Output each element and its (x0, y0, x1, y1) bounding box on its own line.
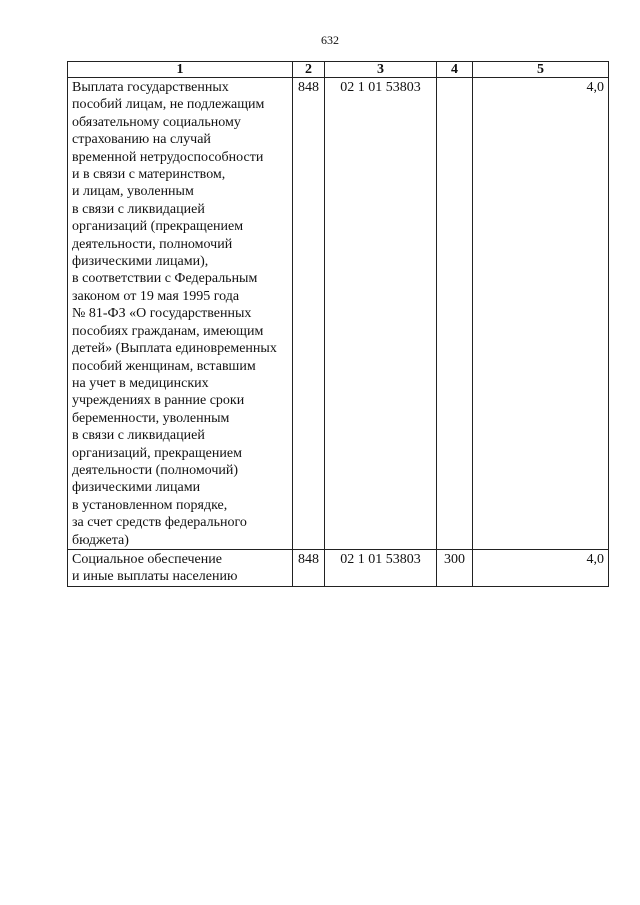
table-header-row (68, 62, 609, 78)
name-line: деятельности (полномочий) (72, 462, 239, 478)
row-2-expense-type-code: 300 (437, 549, 473, 586)
name-line: на учет в медицинских (72, 375, 209, 391)
page-number: 632 (321, 33, 339, 47)
name-line: Социальное обеспечение (72, 551, 222, 567)
row-1-target-article-code: 02 1 01 53803 (325, 78, 437, 550)
name-line: законом от 19 мая 1995 года (72, 288, 240, 304)
name-line: физическими лицами), (72, 254, 209, 270)
column-header-2: 2 (293, 62, 325, 78)
name-line: и в связи с материнством, (72, 167, 226, 183)
name-line: временной нетрудоспособности (72, 149, 264, 165)
row-2-amount: 4,0 (473, 549, 609, 586)
name-line: в установленном порядке, (72, 497, 228, 513)
name-line: в связи с ликвидацией (72, 201, 205, 217)
name-line: в связи с ликвидацией (72, 428, 205, 444)
name-line: учреждениях в ранние сроки (72, 393, 245, 409)
name-line: деятельности, полномочий (72, 236, 233, 252)
row-1-name-cell (68, 78, 293, 550)
name-line: Выплата государственных (72, 80, 229, 95)
name-line: и лицам, уволенным (72, 184, 194, 200)
name-line: пособиях гражданам, имеющим (72, 323, 264, 339)
row-2-grbs-code: 848 (293, 549, 325, 586)
table-row (68, 78, 609, 550)
name-line: организаций (прекращением (72, 219, 244, 235)
column-header-3: 3 (325, 62, 437, 78)
name-line: в соответствии с Федеральным (72, 271, 258, 287)
name-line: № 81-ФЗ «О государственных (72, 306, 252, 322)
column-header-4: 4 (437, 62, 473, 78)
column-header-1: 1 (68, 62, 293, 78)
name-line: физическими лицами (72, 480, 201, 496)
budget-table (67, 61, 609, 587)
name-line: обязательному социальному (72, 114, 241, 130)
name-line: страхованию на случай (72, 132, 211, 148)
column-header-5: 5 (473, 62, 609, 78)
row-2-name-cell (68, 549, 293, 586)
name-line: беременности, уволенным (72, 410, 230, 426)
row-1-expense-type-code (437, 78, 473, 550)
name-line: бюджета) (72, 532, 129, 548)
row-2-target-article-code: 02 1 01 53803 (325, 549, 437, 586)
table-row (68, 549, 609, 586)
row-1-grbs-code: 848 (293, 78, 325, 550)
name-line: пособий женщинам, вставшим (72, 358, 256, 374)
name-line: пособий лицам, не подлежащим (72, 97, 265, 113)
name-line: и иные выплаты населению (72, 569, 238, 585)
name-line: организаций, прекращением (72, 445, 242, 461)
name-line: детей» (Выплата единовременных (72, 341, 277, 357)
name-line: за счет средств федерального (72, 515, 247, 531)
row-1-amount: 4,0 (473, 78, 609, 550)
